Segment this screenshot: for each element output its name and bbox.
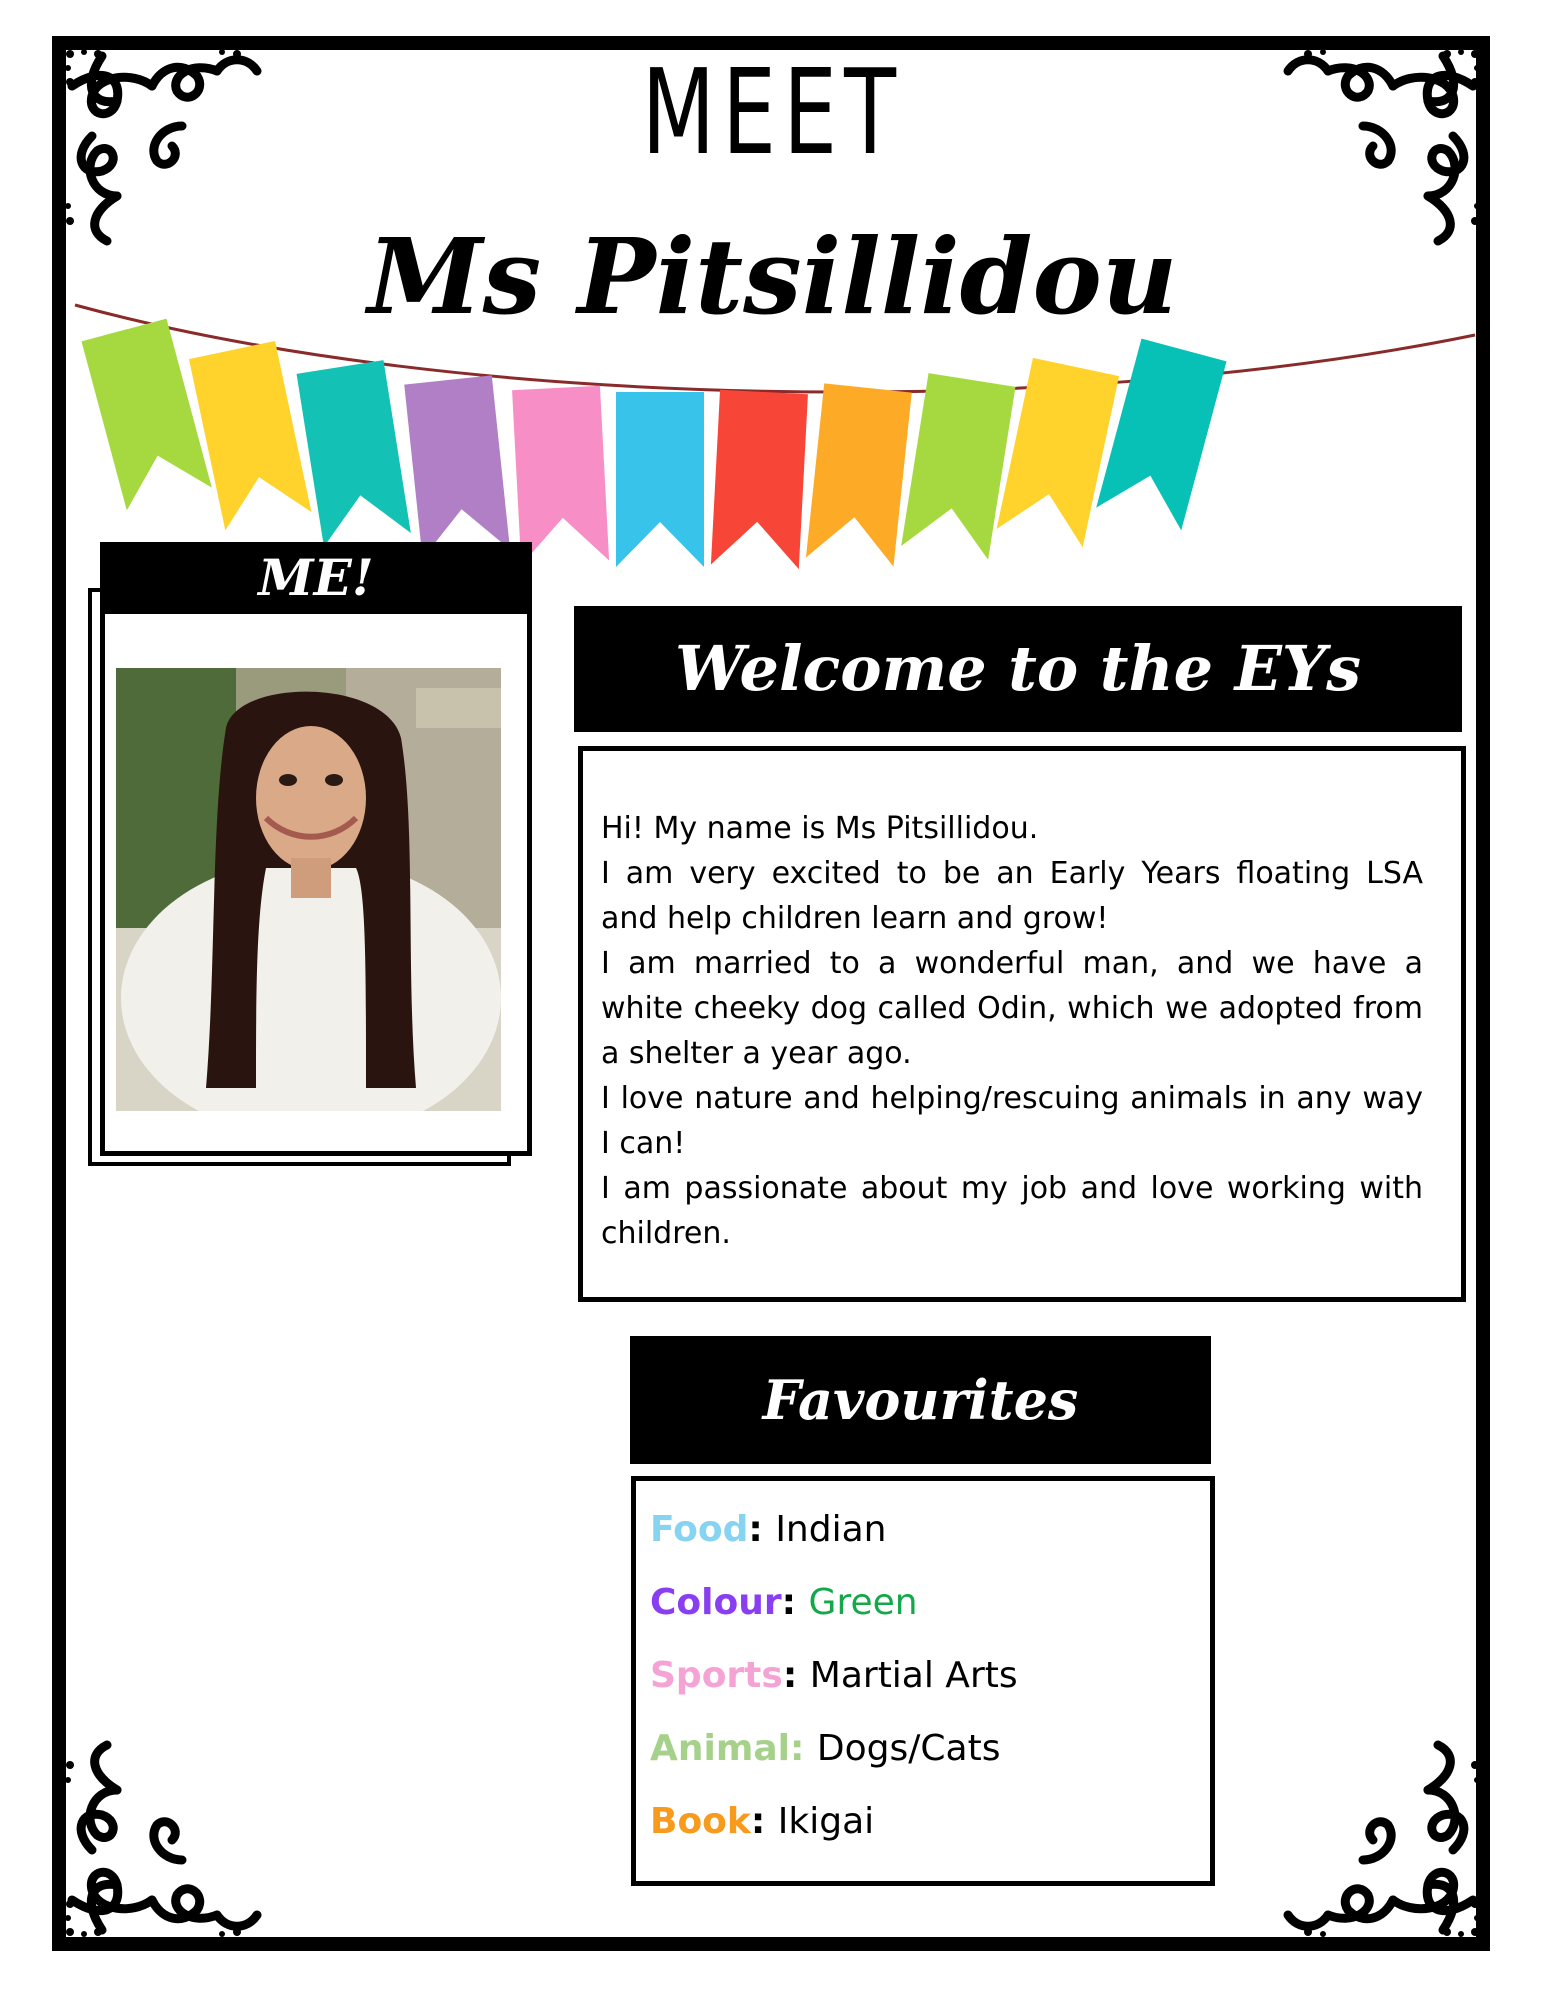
favourite-separator: : [782, 1655, 810, 1696]
bunting-flag [806, 383, 912, 566]
favourite-value: Martial Arts [809, 1655, 1018, 1696]
corner-swirl-bottom-right [1273, 1730, 1483, 1940]
bunting-flag [997, 358, 1119, 547]
bunting-flag [711, 390, 808, 569]
bunting-flag [404, 375, 510, 558]
favourite-item-colour [650, 1580, 1196, 1626]
bunting-flag [901, 373, 1015, 560]
favourite-value: Ikigai [777, 1801, 875, 1842]
bio-paragraph: I am married to a wonderful man, and we have a white cheeky dog called Odin, which we adopted from a shelter a year ago. [601, 946, 1423, 1071]
bio-paragraph: I am very excited to be an Early Years floating LSA and help children learn and grow! [601, 856, 1423, 936]
bunting-garland [60, 290, 1490, 580]
favourite-separator: : [748, 1509, 776, 1550]
favourite-key: Sports [650, 1655, 783, 1696]
favourite-value: Indian [775, 1509, 887, 1550]
welcome-heading: Welcome to the EYs [574, 606, 1462, 732]
bunting-flag [297, 360, 411, 547]
photo-card-label: ME! [100, 542, 532, 614]
swirl-decoration-icon [1273, 1730, 1483, 1940]
bio-paragraph: Hi! My name is Ms Pitsillidou. [601, 811, 1039, 846]
favourite-item-food [650, 1507, 1196, 1553]
favourites-heading: Favourites [630, 1336, 1211, 1464]
meet-heading: MEET [641, 43, 904, 181]
bunting-flag [512, 386, 609, 565]
favourite-value: Green [808, 1582, 918, 1623]
favourite-key: Animal: [650, 1728, 805, 1769]
bunting-flag [616, 392, 704, 567]
favourite-item-sports [650, 1653, 1196, 1699]
favourite-key: Colour [650, 1582, 782, 1623]
favourite-separator: : [781, 1582, 809, 1623]
bunting-flag [81, 319, 211, 511]
bio-paragraph: I love nature and helping/rescuing animals in any way I can! [601, 1081, 1423, 1161]
favourites-list [631, 1476, 1215, 1886]
portrait-image-icon [116, 668, 501, 1111]
swirl-decoration-icon [62, 1730, 272, 1940]
bio-paragraph: I am passionate about my job and love working with children. [601, 1171, 1423, 1251]
bunting-flag [189, 341, 311, 530]
favourite-separator [804, 1728, 817, 1769]
bio-text-box [578, 746, 1466, 1302]
teacher-photo [116, 668, 501, 1111]
favourite-key: Food [650, 1509, 749, 1550]
favourite-key: Book [650, 1801, 751, 1842]
corner-swirl-bottom-left [62, 1730, 272, 1940]
favourite-separator: : [750, 1801, 778, 1842]
bunting-string [75, 305, 1475, 392]
favourite-item-book [650, 1799, 1196, 1845]
teacher-name-heading: Ms Pitsillidou [367, 215, 1178, 338]
favourite-item-animal [650, 1726, 1196, 1772]
bunting-flag [1096, 339, 1226, 531]
favourite-value: Dogs/Cats [816, 1728, 1001, 1769]
